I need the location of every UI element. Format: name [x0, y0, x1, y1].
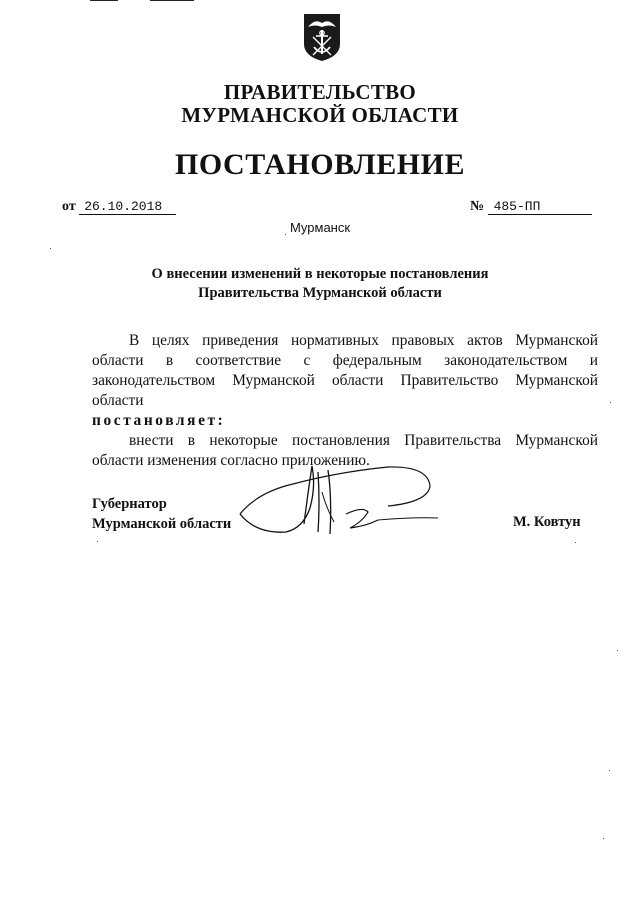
document-number — [470, 199, 592, 215]
handwritten-signature — [238, 462, 443, 540]
document-date — [62, 199, 176, 215]
murmansk-coat-of-arms-icon — [302, 12, 342, 62]
signatory-name: М. Ковтун — [513, 514, 581, 530]
preamble-paragraph: В целях приведения нормативных правовых актов Мурманской области в соответствие с федеральным законодательством и законодательством Мурманской области Правительство Мурманской области — [92, 332, 598, 409]
city: Мурманск — [289, 220, 351, 235]
number-value: 485-ПП — [488, 199, 592, 215]
signatory-title — [92, 494, 231, 534]
subject-line1: О внесении изменений в некоторые постановления — [151, 266, 489, 282]
operative-paragraph: внести в некоторые постановления Правительства Мурманской области изменения согласно приложению. — [92, 432, 598, 469]
date-prefix: от — [62, 199, 76, 214]
number-prefix: № — [470, 199, 485, 214]
decision-word: постановляет: — [92, 412, 226, 429]
subject-line2: Правительства Мурманской области — [198, 285, 442, 301]
government-title-line2: МУРМАНСКОЙ ОБЛАСТИ — [181, 103, 459, 127]
document-type: ПОСТАНОВЛЕНИЕ — [175, 148, 465, 181]
document-body — [92, 331, 598, 471]
signatory-title-line2: Мурманской области — [92, 516, 232, 532]
scan-marks — [90, 0, 200, 2]
government-title-line1: ПРАВИТЕЛЬСТВО — [223, 80, 417, 104]
date-value: 26.10.2018 — [79, 199, 176, 215]
signatory-title-line1: Губернатор — [92, 496, 167, 512]
